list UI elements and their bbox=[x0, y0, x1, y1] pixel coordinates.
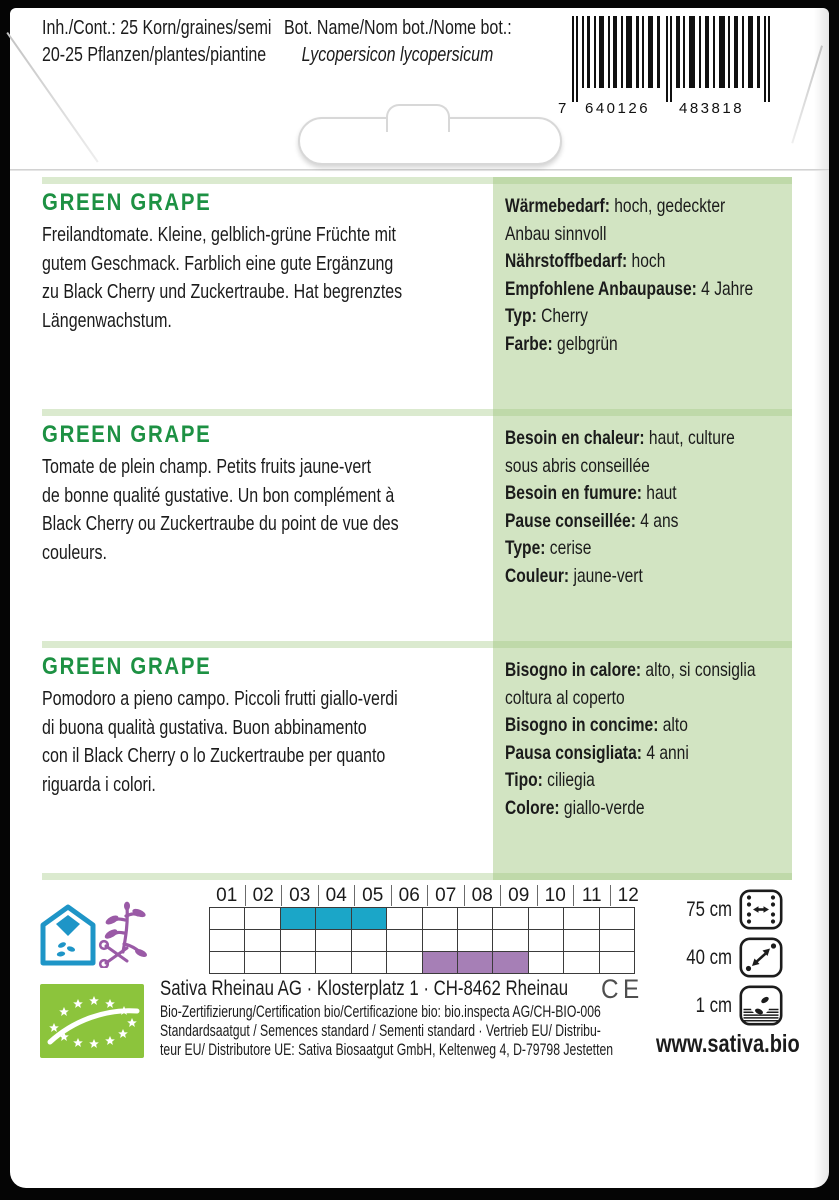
calendar-cell bbox=[457, 908, 492, 929]
info-value: haut, culture bbox=[644, 427, 735, 449]
month-label: 03 bbox=[281, 885, 318, 906]
calendar-row-harvest bbox=[210, 951, 634, 973]
calendar-cell bbox=[528, 908, 563, 929]
info-line bbox=[505, 767, 756, 795]
info-label: Bisogno in concime: bbox=[505, 714, 659, 736]
hang-hole-bump bbox=[386, 104, 450, 132]
calendar-cell bbox=[244, 952, 279, 973]
row-distance-label: 75 cm bbox=[686, 898, 732, 921]
info-label: Colore: bbox=[505, 796, 560, 819]
calendar-cell bbox=[351, 930, 386, 951]
info-label: Bisogno in calore: bbox=[505, 659, 642, 681]
section-strip-4 bbox=[42, 873, 792, 880]
info-value: Anbau sinnvoll bbox=[505, 222, 607, 245]
packet-edge-shadow bbox=[809, 8, 829, 1188]
section-it-title: GREEN GRAPE bbox=[42, 653, 212, 680]
calendar-cell bbox=[457, 930, 492, 951]
standard-line-1: Standardsaatgut / Semences standard / Sementi standard · Vertrieb EU/ Distribu- bbox=[160, 1021, 601, 1040]
barcode-digits-group2: 483818 bbox=[679, 100, 745, 117]
info-label: Pause conseillée: bbox=[505, 509, 636, 532]
barcode-digits-group1: 640126 bbox=[585, 100, 651, 117]
sowing-depth-label: 1 cm bbox=[695, 994, 732, 1017]
calendar-row-sowing bbox=[210, 908, 634, 929]
info-line bbox=[505, 508, 735, 536]
botanical-name-label: Bot. Name/Nom bot./Nome bot.: bbox=[284, 17, 512, 39]
calendar-cell bbox=[280, 930, 315, 951]
desc-line: couleurs. bbox=[42, 541, 107, 564]
calendar-month-header bbox=[209, 885, 639, 906]
desc-line: de bonne qualité gustative. Un bon complément à bbox=[42, 484, 395, 507]
barcode-digit-prefix: 7 bbox=[558, 100, 567, 117]
greenhouse-sowing-icon bbox=[40, 904, 96, 966]
calendar-cell bbox=[351, 952, 386, 973]
info-label: Besoin en chaleur: bbox=[505, 427, 645, 449]
sowing-depth-icon bbox=[739, 985, 783, 1026]
desc-line: Längenwachstum. bbox=[42, 309, 172, 332]
calendar-cell bbox=[386, 908, 421, 929]
info-value: hoch, gedeckter bbox=[609, 195, 726, 217]
month-label: 08 bbox=[464, 885, 501, 906]
standard-line-2: teur EU/ Distributore UE: Sativa Biosaatgut GmbH, Keltenweg 4, D-79798 Jestetten bbox=[160, 1040, 614, 1059]
plant-scissors-icon bbox=[96, 900, 150, 968]
calendar-cell bbox=[244, 930, 279, 951]
calendar-cell-sowing bbox=[315, 908, 350, 929]
section-fr-title: GREEN GRAPE bbox=[42, 421, 212, 448]
info-line bbox=[505, 740, 756, 768]
info-label: Couleur: bbox=[505, 564, 570, 587]
hang-hole-slot bbox=[298, 117, 562, 165]
info-value: cerise bbox=[545, 537, 592, 559]
desc-line: di buona qualità gustativa. Buon abbinamento bbox=[42, 716, 367, 739]
website-url: www.sativa.bio bbox=[656, 1030, 800, 1058]
calendar-cell bbox=[528, 930, 563, 951]
section-fr-description bbox=[42, 453, 399, 567]
certification-line: Bio-Zertifizierung/Certification bio/Certificazione bio: bio.inspecta AG/CH-BIO-006 bbox=[160, 1002, 601, 1021]
section-fr-info-box bbox=[505, 425, 735, 590]
calendar-cell bbox=[492, 930, 527, 951]
info-label: Farbe: bbox=[505, 332, 553, 355]
section-de-description bbox=[42, 221, 402, 335]
desc-line: Pomodoro a pieno campo. Piccoli frutti giallo-verdi bbox=[42, 688, 398, 710]
info-line bbox=[505, 535, 735, 563]
section-de-info-box bbox=[505, 193, 753, 358]
flap-crease-line bbox=[10, 169, 829, 171]
calendar-cell bbox=[210, 930, 244, 951]
calendar-cell bbox=[210, 908, 244, 929]
company-address: Sativa Rheinau AG · Klosterplatz 1 · CH-8462 Rheinau bbox=[160, 977, 569, 1000]
calendar-cell bbox=[599, 952, 634, 973]
calendar-cell bbox=[422, 930, 457, 951]
calendar-cell bbox=[280, 952, 315, 973]
calendar-cell bbox=[386, 952, 421, 973]
plant-distance-label: 40 cm bbox=[686, 946, 732, 969]
calendar-cell bbox=[599, 908, 634, 929]
info-line bbox=[505, 480, 735, 508]
row-distance-icon bbox=[739, 889, 783, 930]
info-line bbox=[505, 657, 756, 685]
desc-line: riguarda i colori. bbox=[42, 773, 156, 796]
month-label: 11 bbox=[573, 885, 610, 906]
calendar-cell-sowing bbox=[280, 908, 315, 929]
calendar-cell bbox=[210, 952, 244, 973]
eu-organic-logo bbox=[40, 984, 144, 1058]
info-value: Cherry bbox=[536, 305, 588, 327]
section-it-description bbox=[42, 685, 398, 799]
info-value: ciliegia bbox=[542, 769, 595, 791]
info-value: sous abris conseillée bbox=[505, 454, 650, 477]
info-label: Empfohlene Anbaupause: bbox=[505, 277, 697, 300]
botanical-name-block bbox=[284, 15, 512, 69]
calendar-cell bbox=[244, 908, 279, 929]
info-label: Tipo: bbox=[505, 769, 543, 791]
info-label: Pausa consigliata: bbox=[505, 741, 642, 764]
info-value: giallo-verde bbox=[559, 796, 645, 819]
section-de-title: GREEN GRAPE bbox=[42, 189, 212, 216]
info-line bbox=[505, 795, 756, 823]
calendar-cell bbox=[563, 908, 598, 929]
month-label: 09 bbox=[500, 885, 537, 906]
calendar-cell bbox=[599, 930, 634, 951]
section-strip-3 bbox=[42, 641, 792, 648]
info-line bbox=[505, 193, 753, 221]
plant-distance-icon bbox=[739, 937, 783, 978]
desc-line: con il Black Cherry o lo Zuckertraube per quanto bbox=[42, 745, 386, 767]
desc-line: gutem Geschmack. Farblich eine gute Ergänzung bbox=[42, 252, 394, 275]
info-value: alto bbox=[658, 714, 688, 736]
info-label: Nährstoffbedarf: bbox=[505, 250, 628, 272]
info-value: 4 ans bbox=[635, 509, 679, 532]
calendar-cell-harvest bbox=[457, 952, 492, 973]
info-line bbox=[505, 712, 756, 740]
month-label: 05 bbox=[354, 885, 391, 906]
info-value: coltura al coperto bbox=[505, 686, 625, 709]
section-strip-1 bbox=[42, 177, 792, 184]
info-value: hoch bbox=[627, 250, 666, 272]
calendar-cell-sowing bbox=[351, 908, 386, 929]
section-strip-2 bbox=[42, 409, 792, 416]
info-value: alto, si consiglia bbox=[641, 659, 756, 681]
ce-mark: CE bbox=[601, 974, 644, 1004]
info-value: jaune-vert bbox=[569, 564, 643, 587]
month-label: 10 bbox=[537, 885, 574, 906]
calendar-cell bbox=[315, 952, 350, 973]
info-line bbox=[505, 303, 753, 331]
info-value: gelbgrün bbox=[552, 332, 618, 355]
info-line bbox=[505, 248, 753, 276]
info-line bbox=[505, 425, 735, 453]
month-label: 02 bbox=[245, 885, 282, 906]
desc-line: zu Black Cherry und Zuckertraube. Hat begrenztes bbox=[42, 281, 403, 303]
calendar-row-middle bbox=[210, 929, 634, 951]
month-label: 06 bbox=[391, 885, 428, 906]
info-value: 4 anni bbox=[641, 741, 689, 764]
info-label: Besoin en fumure: bbox=[505, 482, 642, 504]
info-line bbox=[505, 331, 753, 359]
info-label: Wärmebedarf: bbox=[505, 195, 610, 217]
month-label: 12 bbox=[610, 885, 647, 906]
calendar-cell bbox=[386, 930, 421, 951]
info-line bbox=[505, 685, 756, 713]
info-label: Type: bbox=[505, 537, 546, 559]
calendar-cell-harvest bbox=[422, 952, 457, 973]
section-it-info-box bbox=[505, 657, 756, 822]
barcode bbox=[556, 14, 780, 118]
sowing-calendar-grid bbox=[209, 907, 635, 974]
month-label: 04 bbox=[318, 885, 355, 906]
contents-text bbox=[42, 15, 271, 69]
botanical-name-value: Lycopersicon lycopersicum bbox=[301, 44, 494, 66]
calendar-cell bbox=[528, 952, 563, 973]
contents-line-1: Inh./Cont.: 25 Korn/graines/semi bbox=[42, 17, 272, 39]
contents-line-2: 20-25 Pflanzen/plantes/piantine bbox=[42, 44, 267, 66]
calendar-cell bbox=[563, 930, 598, 951]
info-value: haut bbox=[641, 482, 677, 504]
calendar-cell bbox=[315, 930, 350, 951]
info-value: 4 Jahre bbox=[696, 277, 754, 300]
calendar-cell bbox=[422, 908, 457, 929]
info-label: Typ: bbox=[505, 305, 537, 327]
calendar-cell bbox=[492, 908, 527, 929]
desc-line: Freilandtomate. Kleine, gelblich-grüne Früchte mit bbox=[42, 224, 396, 246]
info-line bbox=[505, 563, 735, 591]
desc-line: Tomate de plein champ. Petits fruits jaune-vert bbox=[42, 456, 372, 478]
calendar-cell bbox=[563, 952, 598, 973]
info-line bbox=[505, 276, 753, 304]
info-line bbox=[505, 221, 753, 249]
month-label: 01 bbox=[216, 885, 238, 906]
calendar-cell-harvest bbox=[492, 952, 527, 973]
info-line bbox=[505, 453, 735, 481]
desc-line: Black Cherry ou Zuckertraube du point de vue des bbox=[42, 513, 399, 535]
month-label: 07 bbox=[427, 885, 464, 906]
